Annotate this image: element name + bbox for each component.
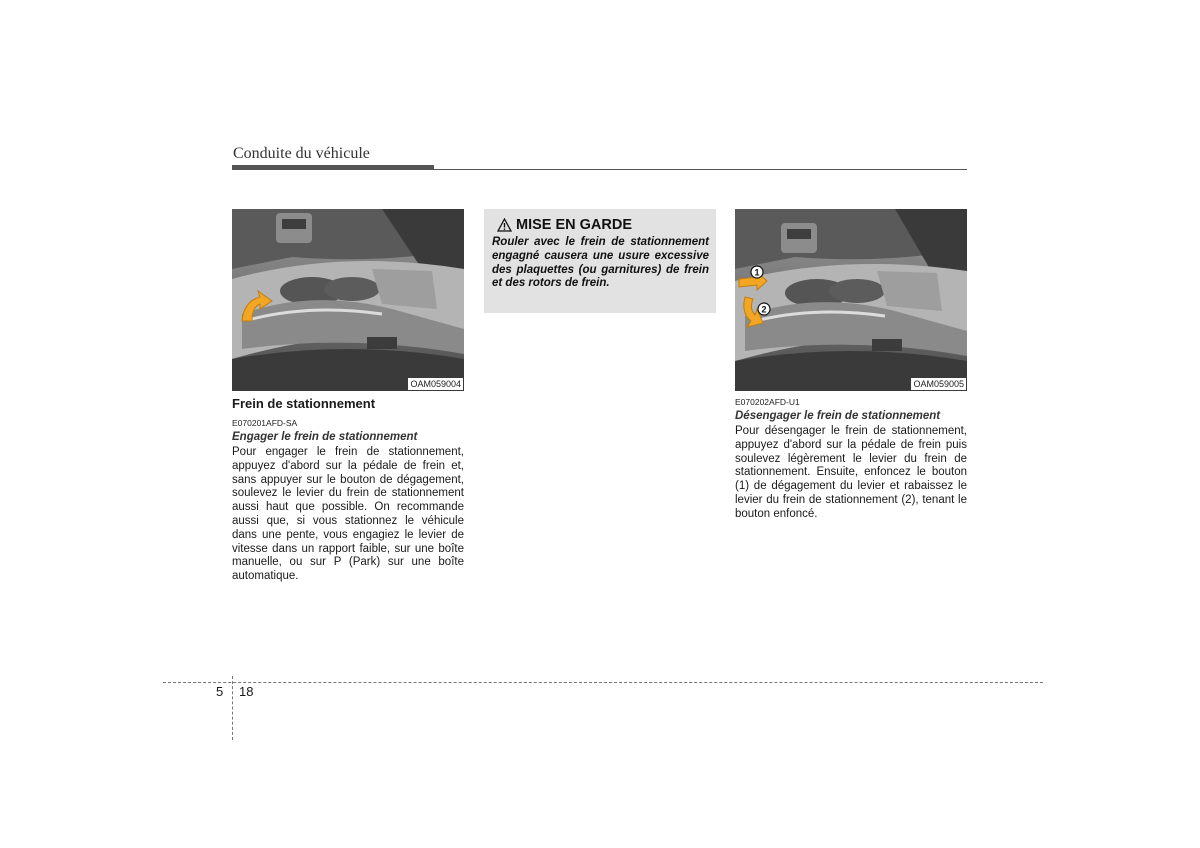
image-code-left: OAM059004: [410, 379, 461, 389]
body-text-engage: Pour engager le frein de stationnement, appuyez d'abord sur la pédale de frein et, sans appuyer sur le bouton de dégagement, soulevez le levier du frein de stationnement aussi haut que possible. On recommande aussi que, si vous stationnez le véhicule dans une pente, vous engagiez le levier de vitesse dans un rapport faible, sur une boîte manuelle, ou sur P (Park) sur une boîte automatique.: [232, 446, 464, 583]
warning-box: [484, 209, 716, 313]
page-number: 18: [239, 684, 254, 699]
body-text-release: Pour désengager le frein de stationnement, appuyez d'abord sur la pédale de frein puis soulevez légèrement le levier du frein de stationnement. Ensuite, enfoncez le bouton (1) de dégagement du levier et rabaissez le levier du frein de stationnement (2), tenant le bouton enfoncé.: [735, 425, 967, 520]
warning-text: Rouler avec le frein de stationnement engagné causera une usure excessive des plaquettes (ou garnitures) de frein et des rotors de frein.: [492, 236, 709, 290]
subheading-engage: Engager le frein de stationnement: [232, 431, 418, 443]
warning-triangle-icon: [497, 218, 512, 232]
parking-brake-engage-photo: [232, 209, 464, 391]
ref-code-right: E070202AFD-U1: [735, 397, 800, 407]
ref-code-left: E070201AFD-SA: [232, 418, 298, 428]
header-rule-thin: [232, 169, 967, 170]
footer-vertical-rule: [232, 676, 233, 740]
image-code-right: OAM059005: [913, 379, 964, 389]
subheading-release: Désengager le frein de stationnement: [735, 410, 941, 422]
chapter-number: 5: [216, 684, 224, 699]
page-header-title: Conduite du véhicule: [233, 145, 370, 162]
parking-brake-release-photo: [735, 209, 967, 391]
section-title: Frein de stationnement: [232, 396, 376, 411]
callout-1-label: 1: [754, 267, 760, 278]
footer-rule: [163, 682, 1043, 683]
warning-title: MISE EN GARDE: [516, 217, 633, 233]
callout-2-label: 2: [761, 304, 767, 315]
